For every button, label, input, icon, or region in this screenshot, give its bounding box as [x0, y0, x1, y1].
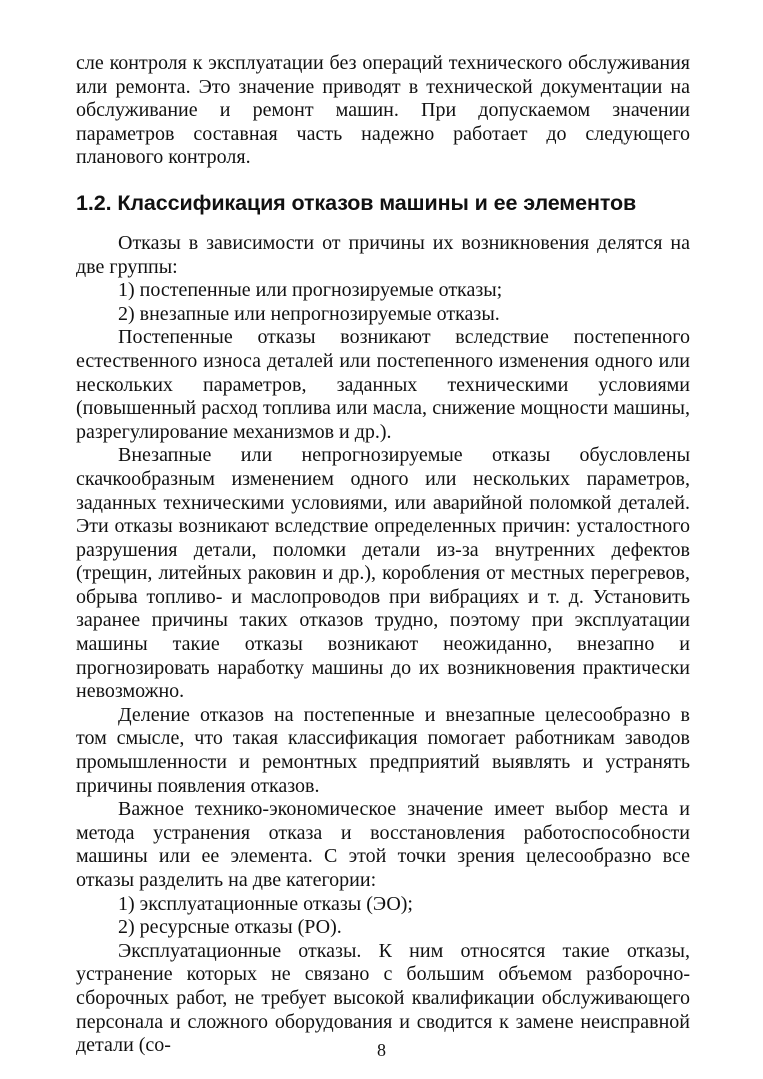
list-item-operational-failures: 1) эксплуатационные отказы (ЭО);	[118, 892, 413, 915]
paragraph-sudden-failures: Внезапные или непрогнозируемые отказы обусловлены скачкообразным изменением одного или нескольких параметров, заданных техническими условиями, или аварийной поломкой деталей. Эти отказы возникают вследствие определенных причин: усталостного разрушения детали, поломки детали из-за внутренних дефектов (трещин, литейных раковин и др.), коробления от местных перегревов, обрыва топливо- и маслопроводов при вибрациях и т. д. Установить заранее причины таких отказов трудно, поэтому при эксплуатации машины такие отказы возникают неожиданно, внезапно и прогнозировать наработку машины до их возникновения практически невозможно.	[76, 444, 690, 703]
paragraph-classification-purpose: Деление отказов на постепенные и внезапные целесообразно в том смысле, что такая классификация помогает работникам заводов промышленности и ремонтных предприятий выявлять и устранять причины появления отказов.	[76, 703, 690, 797]
page-content	[76, 52, 690, 1058]
page-number: 8	[377, 1040, 386, 1060]
paragraph-categories-intro: Важное технико-экономическое значение имеет выбор места и метода устранения отказа и восстановления работоспособности машины или ее элемента. С этой точки зрения целесообразно все отказы разделить на две категории:	[76, 798, 690, 891]
list-item-sudden-failures: 2) внезапные или непрогнозируемые отказы.	[118, 302, 500, 325]
paragraph-groups-intro: Отказы в зависимости от причины их возникновения делятся на две группы:	[76, 231, 690, 278]
section-heading: 1.2. Классификация отказов машины и ее элементов	[76, 190, 637, 215]
paragraph-operational-failures: Эксплуатационные отказы. К ним относятся такие отказы, устранение которых не связано с большим объемом разборочно-сборочных работ, не требует высокой квалификации обслуживающего персонала и сложного оборудования и сводится к замене неисправной детали (со-	[76, 939, 690, 1057]
intro-paragraph: сле контроля к эксплуатации без операций технического обслуживания или ремонта. Это значение приводят в технической документации на обслуживание и ремонт машин. При допускаемом значении параметров составная часть надежно работает до следующего планового контроля.	[76, 52, 690, 169]
list-item-gradual-failures: 1) постепенные или прогнозируемые отказы;	[118, 279, 503, 302]
list-item-resource-failures: 2) ресурсные отказы (РО).	[118, 916, 342, 939]
paragraph-gradual-failures: Постепенные отказы возникают вследствие постепенного естественного износа деталей или постепенного изменения одного или нескольких параметров, заданных техническими условиями (повышенный расход топлива или масла, снижение мощности машины, разрегулирование механизмов и др.).	[76, 326, 690, 443]
